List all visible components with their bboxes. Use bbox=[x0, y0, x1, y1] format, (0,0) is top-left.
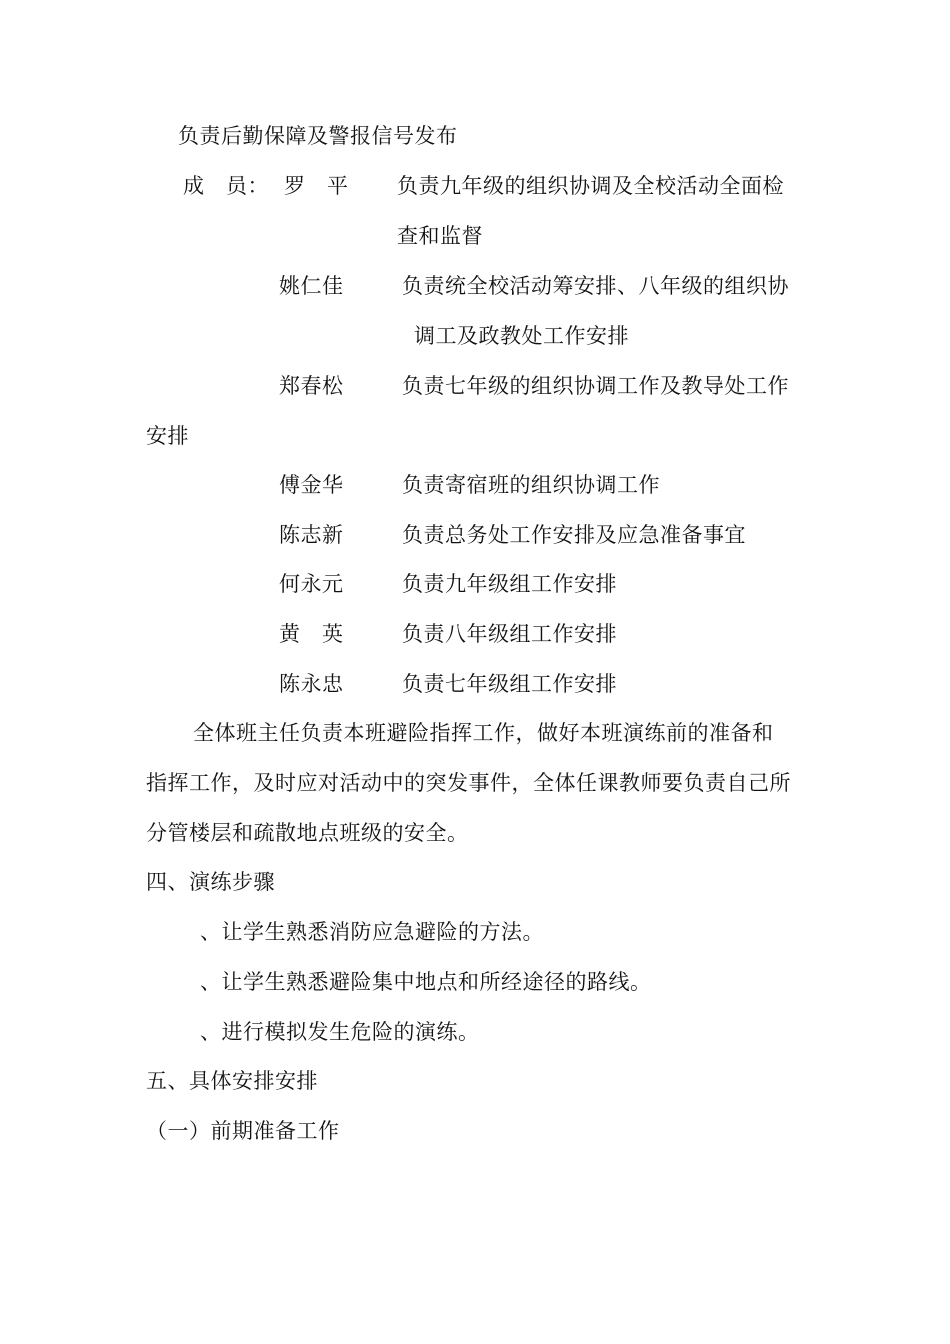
member-name: 傅金华 bbox=[279, 473, 344, 497]
paragraph-line: 指挥工作，及时应对活动中的突发事件，全体任课教师要负责自己所 bbox=[146, 771, 791, 795]
subsection-heading: （一）前期准备工作 bbox=[146, 1119, 340, 1143]
member-name: 郑春松 bbox=[279, 374, 344, 398]
member-duty: 负责九年级组工作安排 bbox=[402, 572, 617, 596]
member-duty: 负责九年级的组织协调及全校活动全面检 bbox=[397, 174, 784, 198]
members-label: 成 员： bbox=[183, 174, 269, 198]
duty-line-alarm: 负责后勤保障及警报信号发布 bbox=[178, 124, 458, 148]
member-duty: 负责寄宿班的组织协调工作 bbox=[402, 473, 660, 497]
step-item: 、进行模拟发生危险的演练。 bbox=[200, 1020, 480, 1044]
member-name: 陈永忠 bbox=[279, 672, 344, 696]
member-duty: 负责七年级的组织协调工作及教导处工作 bbox=[402, 374, 789, 398]
section-heading: 五、具体安排安排 bbox=[146, 1069, 318, 1093]
member-name: 黄 英 bbox=[279, 622, 344, 646]
member-duty: 负责八年级组工作安排 bbox=[402, 622, 617, 646]
member-duty: 负责七年级组工作安排 bbox=[402, 672, 617, 696]
member-name: 姚仁佳 bbox=[279, 274, 344, 298]
paragraph-line: 分管楼层和疏散地点班级的安全。 bbox=[146, 821, 469, 845]
step-item: 、让学生熟悉消防应急避险的方法。 bbox=[200, 920, 544, 944]
member-duty: 负责总务处工作安排及应急准备事宜 bbox=[402, 523, 746, 547]
section-heading: 四、演练步骤 bbox=[146, 870, 275, 894]
member-name: 陈志新 bbox=[279, 523, 344, 547]
paragraph-line: 全体班主任负责本班避险指挥工作，做好本班演练前的准备和 bbox=[193, 721, 774, 745]
member-duty-cont: 查和监督 bbox=[397, 224, 483, 248]
member-name: 何永元 bbox=[279, 572, 344, 596]
member-duty-cont: 安排 bbox=[146, 424, 189, 448]
member-name: 罗 平 bbox=[284, 174, 349, 198]
member-duty: 负责统全校活动筹安排、八年级的组织协 bbox=[402, 274, 789, 298]
member-duty-cont: 调工及政教处工作安排 bbox=[414, 324, 629, 348]
step-item: 、让学生熟悉避险集中地点和所经途径的路线。 bbox=[200, 970, 652, 994]
